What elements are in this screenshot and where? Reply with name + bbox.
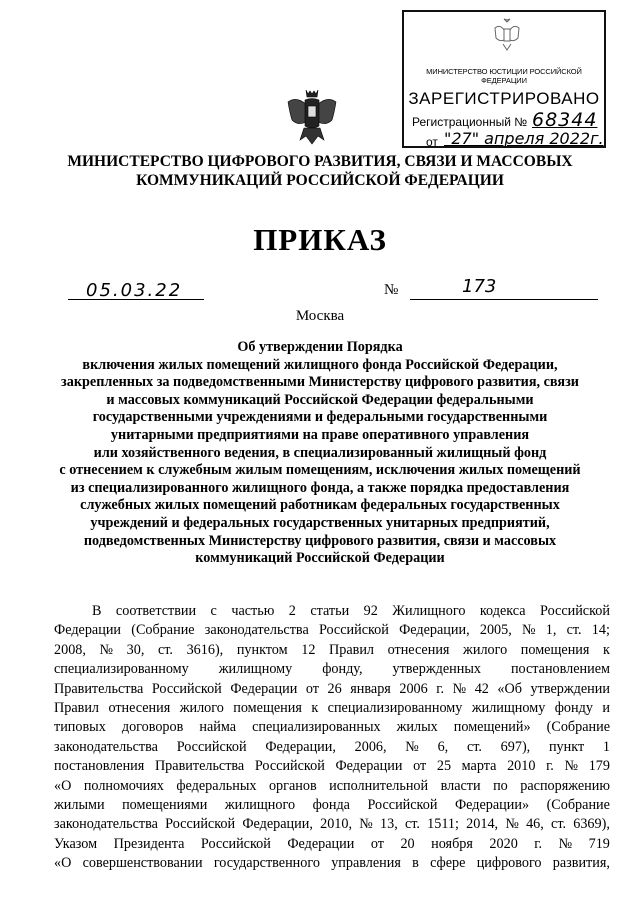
- body-word: по: [493, 777, 508, 794]
- body-word: отнесения: [108, 700, 171, 717]
- ministry-name: [30, 152, 610, 190]
- coat-of-arms-icon: [286, 88, 338, 146]
- body-word: Российской: [254, 758, 325, 775]
- subject-line: государственными учреждениями и федеральными государственными: [92, 409, 548, 426]
- body-word: Правительства: [54, 680, 144, 697]
- body-word: №: [359, 816, 373, 833]
- body-word: фонду,: [322, 661, 363, 678]
- body-word: соответствии: [115, 603, 197, 619]
- stamp-organization: МИНИСТЕРСТВО ЮСТИЦИИ РОССИЙСКОЙ ФЕДЕРАЦИИ: [426, 67, 582, 85]
- body-word: ст.: [566, 622, 582, 639]
- body-word: 2020: [489, 835, 518, 852]
- body-word: фонда: [312, 797, 350, 814]
- body-word: №: [405, 738, 419, 755]
- body-word: Российской: [200, 835, 271, 852]
- body-word: 14;: [591, 622, 610, 639]
- body-word: жилищного: [224, 797, 296, 814]
- body-word: от: [305, 680, 319, 697]
- body-word: постановления: [54, 758, 145, 775]
- subject-line: или хозяйственного ведения, в специализированный жилищный фонд: [93, 444, 547, 461]
- body-word: №: [564, 758, 579, 775]
- body-word: 1,: [545, 622, 557, 639]
- body-word: специализированному: [54, 661, 189, 678]
- body-line: [54, 796, 610, 815]
- body-word: развития,: [552, 855, 610, 872]
- body-word: 6369),: [573, 816, 610, 833]
- body-word: совершенствовании: [82, 855, 203, 872]
- body-word: полномочиях: [83, 777, 164, 794]
- body-word: от: [413, 758, 427, 775]
- body-line: [54, 680, 610, 699]
- body-word: к: [311, 700, 319, 717]
- body-word: 20: [400, 835, 415, 852]
- body-word: №: [505, 816, 519, 833]
- order-number: 173: [462, 276, 497, 297]
- body-word: сфере: [430, 855, 466, 872]
- body-word: ст.: [466, 738, 482, 755]
- body-word: Федерации: [54, 622, 122, 639]
- stamp-reg-label: Регистрационный №: [412, 115, 528, 129]
- order-body: [54, 602, 610, 874]
- body-word: «О: [54, 777, 72, 794]
- body-word: Федерации,: [265, 738, 336, 755]
- body-word: государственного: [213, 855, 320, 872]
- body-word: В: [92, 603, 102, 619]
- ministry-line: КОММУНИКАЦИЙ РОССИЙСКОЙ ФЕДЕРАЦИИ: [136, 172, 504, 189]
- body-word: помещения: [520, 641, 590, 658]
- body-word: жилищному: [218, 661, 293, 678]
- body-word: и: [602, 700, 610, 717]
- body-word: исполнительной: [329, 777, 429, 794]
- body-word: жилищному: [471, 700, 546, 717]
- body-word: договоров: [121, 719, 184, 736]
- body-word: 179: [588, 758, 610, 775]
- stamp-status: ЗАРЕГИСТРИРОВАНО: [408, 89, 600, 108]
- body-word: 2006: [399, 680, 428, 697]
- body-word: №: [558, 835, 573, 852]
- body-word: статьи: [310, 603, 350, 619]
- stamp-date-label: от: [426, 135, 438, 149]
- body-word: Российской: [367, 797, 438, 814]
- body-line: [54, 621, 610, 640]
- subject-line: служебных жилых помещений работникам федеральных государственных: [80, 497, 560, 514]
- body-word: жилыми: [54, 797, 105, 814]
- body-word: пунктом: [236, 641, 288, 658]
- body-word: 12: [301, 641, 316, 658]
- body-word: утверждении: [530, 680, 610, 697]
- stamp-reg-number: 68344: [532, 109, 598, 131]
- subject-line: закрепленных за подведомственными Министерству цифрового развития, связи: [61, 374, 579, 391]
- body-word: Федерации: [230, 680, 298, 697]
- body-word: ст.: [157, 641, 173, 658]
- body-word: 3616),: [186, 641, 224, 658]
- body-word: Федерации: [287, 835, 355, 852]
- subject-line: подведомственных Министерству цифрового развития, связи и массовых: [83, 532, 557, 549]
- body-word: 2010: [507, 758, 536, 775]
- body-word: (Собрание: [131, 622, 195, 639]
- body-line: [54, 835, 610, 854]
- body-word: г.: [534, 835, 543, 852]
- body-word: 30,: [126, 641, 145, 658]
- body-word: 719: [588, 835, 610, 852]
- body-word: органов: [268, 777, 317, 794]
- body-word: 13,: [380, 816, 398, 833]
- body-word: помещениями: [122, 797, 208, 814]
- body-word: 2010,: [320, 816, 353, 833]
- body-word: Федерации,: [399, 622, 470, 639]
- body-word: специализированных: [252, 719, 381, 736]
- body-word: специализированному: [327, 700, 463, 717]
- body-word: жилого: [179, 700, 224, 717]
- subject-line: коммуникаций Российской Федерации: [195, 550, 445, 567]
- body-word: 1511;: [427, 816, 459, 833]
- body-word: Федерации,: [242, 816, 313, 833]
- body-line: [54, 854, 610, 873]
- body-word: распоряжению: [520, 777, 610, 794]
- body-word: 2: [288, 603, 296, 619]
- body-word: 42: [474, 680, 489, 697]
- subject-line: Об утверждении Порядка: [237, 339, 403, 355]
- body-word: 6,: [437, 738, 449, 755]
- body-word: Российской: [318, 622, 389, 639]
- body-word: кодекса: [479, 603, 526, 619]
- body-line: [54, 777, 610, 796]
- number-underline: [410, 299, 598, 300]
- ministry-line: МИНИСТЕРСТВО ЦИФРОВОГО РАЗВИТИЯ, СВЯЗИ И МАССОВЫХ: [67, 153, 573, 170]
- body-word: управления: [331, 855, 401, 872]
- body-word: г.: [546, 758, 554, 775]
- body-line: [54, 641, 610, 660]
- body-word: законодательства: [54, 738, 158, 755]
- body-word: ноября: [431, 835, 473, 852]
- body-word: 92: [363, 603, 378, 619]
- body-word: (Собрание: [546, 797, 610, 814]
- body-word: 46,: [526, 816, 544, 833]
- subject-line: унитарными предприятиями на праве оперативного управления: [110, 426, 530, 443]
- body-word: ст.: [404, 816, 420, 833]
- body-line: [54, 757, 610, 776]
- body-word: Российской: [540, 603, 610, 619]
- body-line: [54, 602, 610, 621]
- registration-stamp: [402, 10, 606, 148]
- body-word: января: [350, 680, 391, 697]
- body-word: ст.: [551, 816, 567, 833]
- body-word: Правил: [329, 641, 375, 658]
- body-word: 2006,: [354, 738, 387, 755]
- body-word: Президента: [113, 835, 185, 852]
- body-word: 2008,: [54, 641, 86, 658]
- body-line: [54, 718, 610, 737]
- body-word: утвержденных: [392, 661, 481, 678]
- subject-line: с отнесением к служебным жилым помещениям, исключения жилых помещений: [59, 462, 581, 479]
- body-line: [54, 815, 610, 834]
- body-word: с: [210, 603, 217, 619]
- body-word: постановлением: [510, 661, 610, 678]
- body-word: в: [412, 855, 419, 872]
- document-type: ПРИКАЗ: [253, 222, 387, 257]
- body-word: законодательства: [204, 622, 309, 639]
- body-word: типовых: [54, 719, 106, 736]
- body-word: Российской: [151, 680, 222, 697]
- body-word: 697),: [500, 738, 531, 755]
- body-word: Федерации: [335, 758, 403, 775]
- stamp-date-value: "27" апреля 2022г.: [444, 129, 604, 148]
- subject-line: из специализированного жилищного фонда, а также порядка предоставления: [70, 479, 570, 496]
- body-word: частью: [231, 603, 275, 619]
- body-word: Указом: [54, 835, 98, 852]
- body-word: Российской: [165, 816, 236, 833]
- body-word: №: [521, 622, 536, 639]
- subject-line: учреждений и федеральных государственных унитарных предприятий,: [90, 514, 550, 531]
- body-word: 2005,: [479, 622, 512, 639]
- body-word: 26: [327, 680, 342, 697]
- body-word: фонду: [554, 700, 593, 717]
- body-word: цифрового: [476, 855, 542, 872]
- body-word: к: [603, 641, 610, 658]
- body-word: помещений»: [453, 719, 531, 736]
- date-underline: [68, 299, 204, 300]
- body-word: Жилищного: [392, 603, 466, 619]
- eagle-emblem-icon: [492, 18, 522, 52]
- body-word: Правительства: [154, 758, 245, 775]
- body-word: Федерации»: [454, 797, 530, 814]
- body-word: «О: [54, 855, 72, 872]
- body-word: от: [370, 835, 384, 852]
- body-word: помещения: [233, 700, 302, 717]
- body-word: (Собрание: [546, 719, 610, 736]
- body-word: г.: [436, 680, 445, 697]
- body-word: жилых: [396, 719, 438, 736]
- body-word: Российской: [176, 738, 247, 755]
- body-word: пункт: [548, 738, 585, 755]
- body-word: «Об: [497, 680, 522, 697]
- number-sign: №: [384, 282, 399, 298]
- city: Москва: [295, 308, 345, 324]
- body-line: [54, 699, 610, 718]
- body-word: власти: [440, 777, 481, 794]
- body-word: Правил: [54, 700, 100, 717]
- body-line: [54, 660, 610, 679]
- body-word: 25: [436, 758, 452, 775]
- body-word: №: [99, 641, 114, 658]
- subject-line: включения жилых помещений жилищного фонда Российской Федерации,: [82, 356, 558, 373]
- body-word: 1: [602, 738, 610, 755]
- body-word: найма: [199, 719, 237, 736]
- body-word: марта: [461, 758, 497, 775]
- body-word: отнесения: [387, 641, 450, 658]
- subject-line: и массовых коммуникаций Российской Федерации федеральными: [106, 391, 534, 408]
- order-subject: [38, 339, 602, 568]
- body-line: [54, 738, 610, 757]
- body-word: федеральных: [176, 777, 257, 794]
- body-word: 2014,: [466, 816, 499, 833]
- body-word: законодательства: [54, 816, 158, 833]
- body-word: жилого: [463, 641, 508, 658]
- body-word: №: [452, 680, 467, 697]
- order-date: 05.03.22: [86, 280, 183, 301]
